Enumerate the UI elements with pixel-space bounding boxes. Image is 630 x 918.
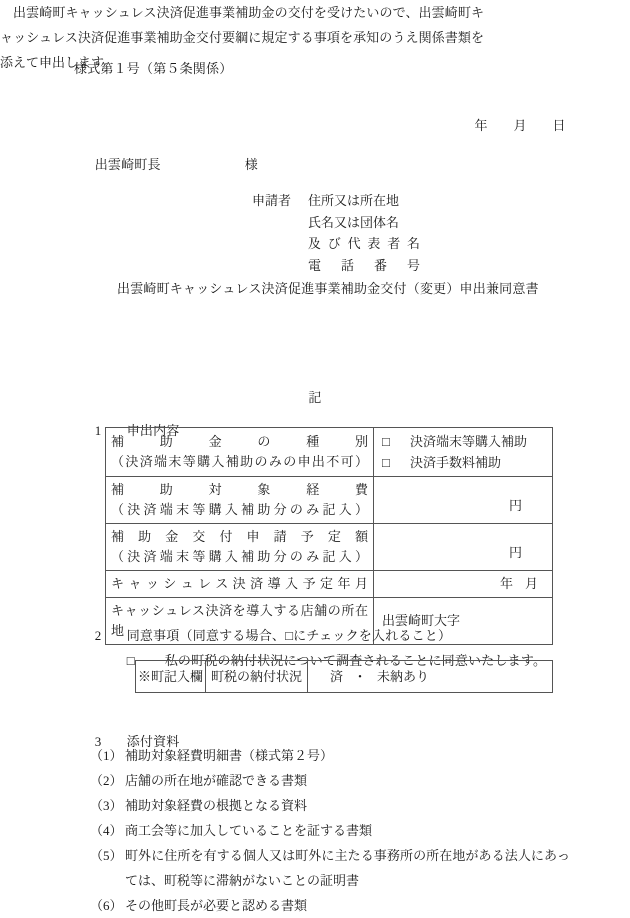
applicant-lead-label: 申請者 [252,193,292,208]
list-item [90,818,570,843]
label-eligible-expenses-main: 補助対象経費 [111,482,368,497]
addressee-honorific: 様 [244,157,258,172]
list-item-marker: （5） [90,848,123,863]
cell-value-eligible-expenses[interactable] [374,477,553,524]
label-planned-amount-main: 補助金交付申請予定額 [111,529,368,544]
table-row-intro-date [106,571,553,598]
cell-tax-status-options[interactable] [308,661,553,693]
section-3-title: 添付資料 [126,734,180,749]
addressee-name: 出雲崎町長 [94,157,161,172]
cell-value-planned-amount[interactable] [374,524,553,571]
label-intro-date: キャッシュレス決済導入予定年月 [111,576,368,591]
applicant-field-representative: 及び代表者名 [308,236,420,251]
applicant-row-address [252,190,420,212]
applicant-field-name: 氏名又は団体名 [308,214,400,230]
town-use-table [135,660,553,693]
year-month-inputs [382,574,544,594]
list-item [90,768,570,793]
applicant-field-address: 住所又は所在地 [308,193,400,208]
applicant-field-phone: 電話番号 [308,257,420,273]
list-item-marker: （1） [90,748,123,763]
cell-label-intro-date [106,571,374,598]
label-planned-amount-sub: （決済端末等購入補助分のみ記入） [111,549,368,564]
applicant-row-name [252,212,420,234]
list-item-marker: （2） [90,773,123,788]
date-year-label: 年 [474,118,488,133]
checkbox-option-fee[interactable] [382,452,544,473]
document-title: 出雲崎町キャッシュレス決済促進事業補助金交付（変更）申出兼同意書 [117,281,539,296]
unit-month: 月 [524,576,538,591]
date-day-label: 日 [552,118,566,133]
list-item-text: 町外に住所を有する個人又は町外に主たる事務所の所在地がある法人にあっては、町税等に滞納がないことの証明書 [125,848,570,888]
list-item-text: その他町長が必要と認める書類 [125,898,308,913]
list-item-text: 商工会等に加入していることを証する書類 [125,823,373,838]
list-item-text: 補助対象経費明細書（様式第２号） [125,748,334,763]
label-subsidy-type-sub: （決済端末等購入補助のみの申出不可） [111,454,368,469]
option-separator: ・ [353,668,367,684]
unit-year: 年 [500,576,514,591]
date-month-label: 月 [513,118,527,133]
list-item-marker: （4） [90,823,123,838]
ki-marker: 記 [308,390,322,405]
list-item-marker: （3） [90,798,123,813]
list-item-text: 店舗の所在地が確認できる書類 [125,773,308,788]
section-2-title: 同意事項（同意する場合、□にチェックを入れること） [126,628,452,643]
list-item-marker: （6） [90,898,123,913]
table-row-eligible-expenses [106,477,553,524]
table-row [136,661,553,693]
cell-label-subsidy-type [106,428,374,477]
label-subsidy-type-main: 補助金の種別 [111,434,368,449]
checkbox-label-fee: 決済手数料補助 [410,455,502,470]
attachment-list [90,743,570,918]
cell-label-eligible-expenses [106,477,374,524]
list-item-text: 補助対象経費の根拠となる資料 [125,798,308,813]
cell-value-subsidy-type [374,428,553,477]
cell-town-entry-label: ※町記入欄 [136,661,206,693]
option-paid[interactable]: 済 [330,668,344,684]
list-item [90,743,570,768]
application-details-table [105,427,553,645]
section-1-title: 申出内容 [126,423,180,438]
checkbox-icon[interactable]: □ [126,653,135,668]
checkbox-icon[interactable]: □ [382,434,390,449]
unit-yen: 円 [508,498,522,513]
checkbox-option-terminal[interactable] [382,431,544,452]
section-1-number: 1 [94,423,102,438]
table-row-planned-amount [106,524,553,571]
checkbox-label-terminal: 決済端末等購入補助 [410,434,528,449]
list-item [90,893,570,918]
option-unpaid[interactable]: 未納あり [377,668,430,684]
cell-tax-status-label: 町税の納付状況 [206,661,308,693]
form-number: 様式第１号（第５条関係） [74,61,233,76]
table-row-subsidy-type [106,428,553,477]
addressee [74,145,258,184]
unit-yen: 円 [508,545,522,560]
consent-text: 私の町税の納付状況について調査されることに同意いたします。 [164,653,547,668]
section-3-number: 3 [94,734,102,749]
cell-value-intro-date[interactable] [374,571,553,598]
list-item [90,793,570,818]
checkbox-icon[interactable]: □ [382,455,390,470]
applicant-row-representative [252,233,420,255]
value-store-location-prefix: 出雲崎町大字 [382,613,461,628]
section-2-number: 2 [94,628,102,643]
cell-label-planned-amount [106,524,374,571]
label-eligible-expenses-sub: （決済端末等購入補助分のみ記入） [111,502,368,517]
body-paragraph: 出雲崎町キャッシュレス決済促進事業補助金の交付を受けたいので、出雲崎町キャッシュレス決済促進事業補助金交付要綱に規定する事項を承知のうえ関係書類を添えて申出します。 [0,5,484,70]
applicant-block [252,190,420,276]
date-line [455,106,566,145]
applicant-row-phone [252,255,420,277]
label-store-location: キャッシュレス決済を導入する店舗の所在地 [111,603,368,638]
list-item [90,843,570,893]
